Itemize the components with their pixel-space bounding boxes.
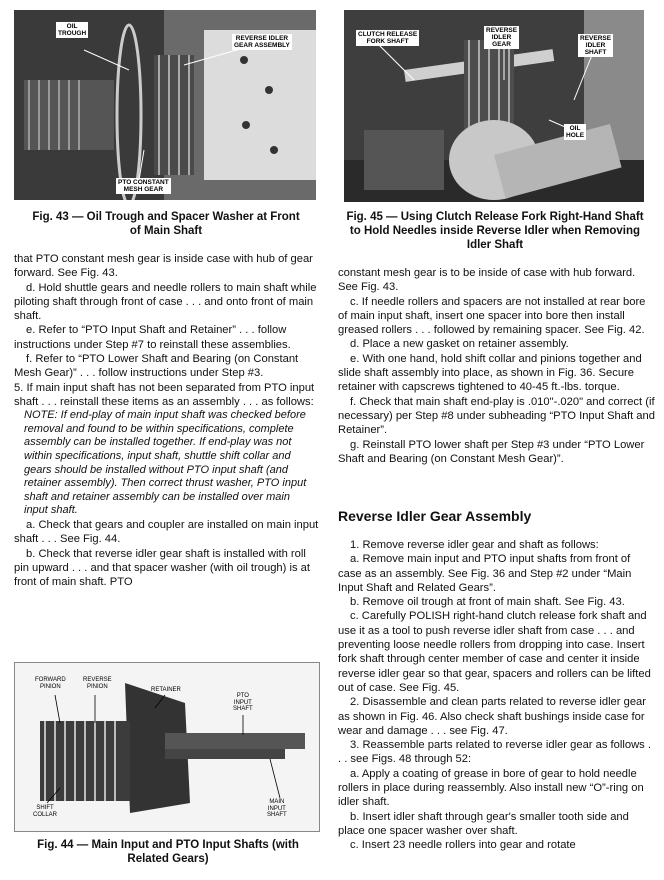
left-note: NOTE: If end-play of main input shaft was checked before removal and found to be within specifications, complete assembly can be installed together. If end-play was not within specifications, input shaft, shuttle shift collar and gears should be installed without PTO input shaft (and retainer assembly). Then correct thrust washer, PTO input shaft and retainer assembly can be installed over main input shaft.: [24, 409, 307, 517]
left-paragraph-7: b. Check that reverse idler gear shaft is installed with roll pin upward . . . and that spacer washer (with oil trough) is at front of main shaft. PTO: [14, 547, 310, 589]
left-paragraph-3: e. Refer to “PTO Input Shaft and Retainer” . . . follow instructions under Step #7 to reinstall these assemblies.: [14, 324, 291, 351]
fig45-photo: [344, 10, 644, 202]
fig44-label-main-input-shaft: MAIN INPUT SHAFT: [267, 799, 287, 818]
right-paragraph-3: d. Place a new gasket on retainer assembly.: [350, 338, 569, 351]
right-paragraph-6: g. Reinstall PTO lower shaft per Step #3 under “PTO Lower Shaft and Bearing (on Constant Mesh Gear)”.: [338, 438, 645, 465]
right-paragraph-8: a. Remove main input and PTO input shafts from front of case as an assembly. See Fig. 36 and Step #2 under “Main Input Shaft and Related Gears”.: [338, 553, 632, 594]
right-paragraph-4: e. With one hand, hold shift collar and pinions together and slide shaft assembly into place, as shown in Fig. 36. Secure retainer with capscrews tightened to 40-45 ft.-lbs. torque.: [338, 352, 642, 394]
fig44-label-shift-collar: SHIFT COLLAR: [33, 805, 58, 818]
fig43-caption: Fig. 43 — Oil Trough and Spacer Washer at Front of Main Shaft: [32, 211, 300, 237]
fig43-label-oil-trough: OIL TROUGH: [58, 23, 87, 37]
right-body-text-lower: [338, 538, 656, 853]
right-paragraph-1: constant mesh gear is to be inside of case with hub forward. See Fig. 43.: [338, 267, 636, 294]
left-paragraph-6: a. Check that gears and coupler are installed on main input shaft . . . See Fig. 44.: [14, 519, 319, 546]
right-paragraph-12: 3. Reassemble parts related to reverse idler gear as follows . . . see Figs. 48 through 52:: [338, 739, 651, 766]
right-paragraph-9: b. Remove oil trough at front of main shaft. See Fig. 43.: [350, 596, 625, 609]
fig45-label-oil-hole: OIL HOLE: [566, 125, 585, 139]
fig44-label-pto-input-shaft: PTO INPUT SHAFT: [233, 693, 253, 712]
left-body-text: [14, 252, 322, 590]
right-paragraph-11: 2. Disassemble and clean parts related to reverse idler gear as shown in Fig. 46. Also check shaft bushings inside case for wear and damage . . . see Fig. 47.: [338, 696, 646, 737]
fig43-photo: [14, 10, 316, 200]
right-paragraph-13: a. Apply a coating of grease in bore of gear to hold needle rollers in place during reassembly. Also install new “O”-ring on idler shaft.: [338, 767, 644, 809]
fig44-label-reverse-pinion: REVERSE PINION: [83, 677, 112, 690]
fig43-label-reverse-idler: REVERSE IDLER GEAR ASSEMBLY: [234, 35, 290, 49]
left-paragraph-2: d. Hold shuttle gears and needle rollers to main shaft while piloting shaft through front of case . . . and onto front of main shaft.: [14, 281, 317, 323]
fig45-label-idler-gear: REVERSE IDLER GEAR: [486, 27, 518, 48]
right-paragraph-2: c. If needle rollers and spacers are not installed at rear bore of main input shaft, insert one spacer into bore then install greased rollers . . . followed by remaining spacer. See Fig. 42.: [338, 295, 646, 337]
right-paragraph-5: f. Check that main shaft end-play is .010"-.020" and correct (if necessary) per Step #8 under subheading “PTO Input Shaft and Retainer”.: [338, 395, 655, 437]
right-paragraph-7: 1. Remove reverse idler gear and shaft as follows:: [350, 539, 599, 551]
left-paragraph-1: that PTO constant mesh gear is inside case with hub of gear forward. See Fig. 43.: [14, 253, 313, 280]
fig45-label-fork-shaft: CLUTCH RELEASE FORK SHAFT: [358, 31, 418, 45]
fig43-label-pto-gear: PTO CONSTANT MESH GEAR: [118, 179, 169, 193]
fig44-label-retainer: RETAINER: [151, 687, 181, 693]
fig45-caption: Fig. 45 — Using Clutch Release Fork Right-Hand Shaft to Hold Needles inside Reverse Idler when Removing Idler Shaft: [346, 211, 644, 251]
right-paragraph-14: b. Insert idler shaft through gear's smaller tooth side and place one spacer washer over shaft.: [338, 810, 629, 837]
left-paragraph-5: 5. If main input shaft has not been separated from PTO input shaft . . . reinstall these items as an assembly . . . as follows:: [14, 381, 315, 408]
right-body-text-upper: [338, 266, 656, 466]
right-paragraph-15: c. Insert 23 needle rollers into gear and rotate: [350, 839, 576, 852]
fig44-label-forward-pinion: FORWARD PINION: [35, 677, 66, 690]
section-heading: Reverse Idler Gear Assembly: [338, 508, 532, 524]
right-paragraph-10: c. Carefully POLISH right-hand clutch release fork shaft and use it as a tool to push reverse idler shaft from case . . . and preventing loose needle rollers from dropping into case. Insert fork shaft through center member of case and center it inside reverse idler gear so that gear, spacers and rollers can be lifted out of case. See Fig. 45.: [338, 610, 651, 694]
fig44-caption: Fig. 44 — Main Input and PTO Input Shafts (with Related Gears): [37, 839, 299, 865]
left-paragraph-4: f. Refer to “PTO Lower Shaft and Bearing (on Constant Mesh Gear)” . . . follow instructions under Step #3.: [14, 353, 299, 380]
fig45-label-idler-shaft: REVERSE IDLER SHAFT: [580, 35, 612, 56]
fig44-photo: [14, 662, 320, 832]
